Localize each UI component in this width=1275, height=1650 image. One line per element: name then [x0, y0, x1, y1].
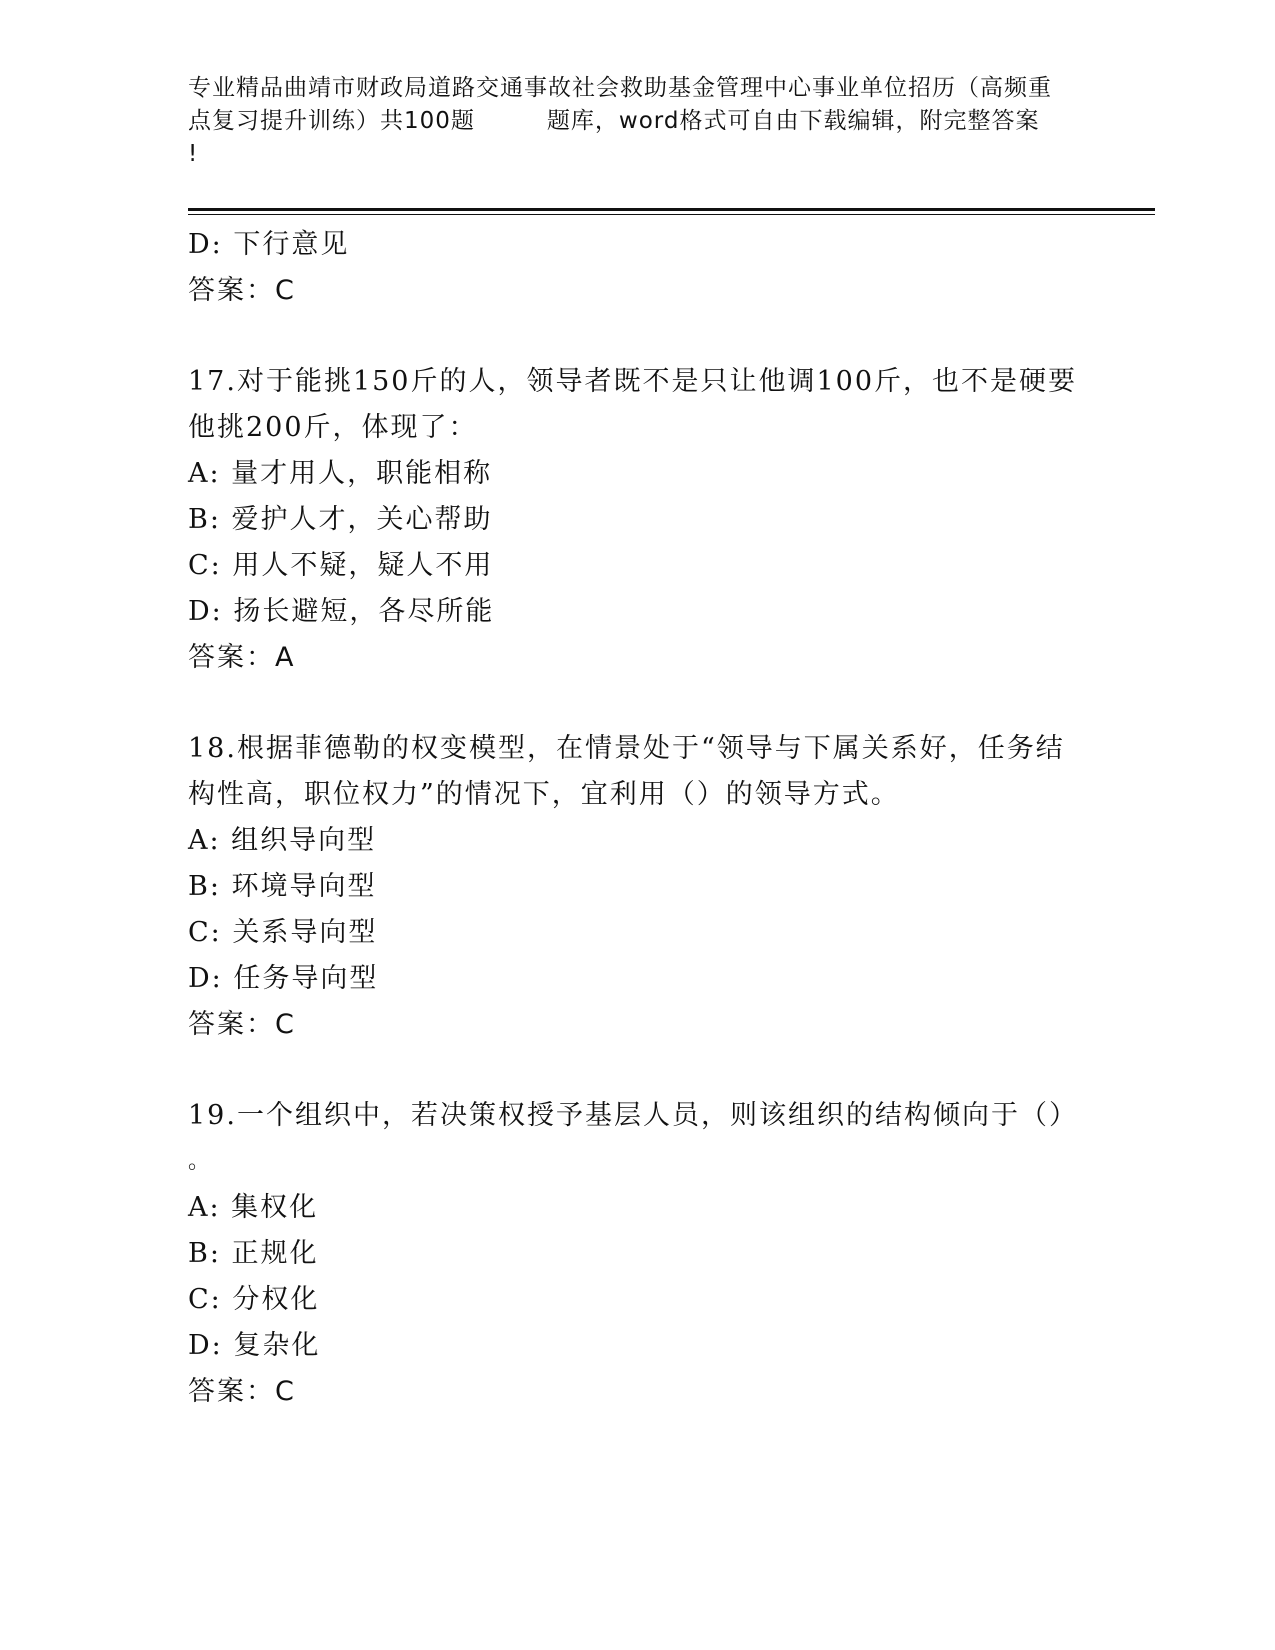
answer-line: 答案：C [188, 1376, 296, 1407]
document-body [188, 222, 1088, 1415]
question-stem-line-2: 。 [188, 1149, 213, 1174]
spacer [188, 314, 1088, 359]
previous-question-tail [188, 222, 1088, 314]
option-a: A: 组织导向型 [188, 825, 377, 856]
option-c: C: 关系导向型 [188, 917, 378, 948]
option-c: C: 分权化 [188, 1284, 320, 1315]
question-17 [188, 359, 1088, 681]
answer-line: 答案：A [188, 642, 296, 673]
header-divider-thin [188, 214, 1155, 215]
option-d: D: 扬长避短，各尽所能 [188, 596, 495, 627]
document-header [188, 72, 1088, 171]
option-b: B: 环境导向型 [188, 871, 377, 902]
question-18 [188, 726, 1088, 1048]
question-19 [188, 1093, 1088, 1415]
header-divider-thick [188, 208, 1155, 211]
spacer [188, 1048, 1088, 1093]
header-line-2 [188, 105, 1088, 138]
header-line-2-part-1: 点复习提升训练）共100题 [188, 108, 475, 134]
option-b: B: 爱护人才，关心帮助 [188, 504, 493, 535]
header-line-3: ! [188, 141, 199, 167]
option-c: C: 用人不疑，疑人不用 [188, 550, 494, 581]
question-stem-line-2: 构性高，职位权力”的情况下，宜利用（）的领导方式。 [188, 779, 900, 810]
option-d: D: 下行意见 [188, 229, 350, 260]
question-stem-line-1: 17.对于能挑150斤的人，领导者既不是只让他调100斤，也不是硬要 [188, 366, 1078, 397]
question-stem-line-1: 18.根据菲德勒的权变模型，在情景处于“领导与下属关系好，任务结 [188, 733, 1065, 764]
spacer [188, 681, 1088, 726]
question-stem-line-1: 19.一个组织中，若决策权授予基层人员，则该组织的结构倾向于（） [188, 1100, 1078, 1131]
header-line-1: 专业精品曲靖市财政局道路交通事故社会救助基金管理中心事业单位招历（高频重 [188, 75, 1052, 101]
answer-line: 答案：C [188, 275, 296, 306]
option-a: A: 量才用人，职能相称 [188, 458, 493, 489]
question-stem-line-2: 他挑200斤，体现了： [188, 412, 478, 443]
option-d: D: 任务导向型 [188, 963, 379, 994]
option-d: D: 复杂化 [188, 1330, 321, 1361]
option-b: B: 正规化 [188, 1238, 319, 1269]
header-line-2-part-2: 题库，word格式可自由下载编辑，附完整答案 [546, 108, 1040, 134]
option-a: A: 集权化 [188, 1192, 319, 1223]
answer-line: 答案：C [188, 1009, 296, 1040]
